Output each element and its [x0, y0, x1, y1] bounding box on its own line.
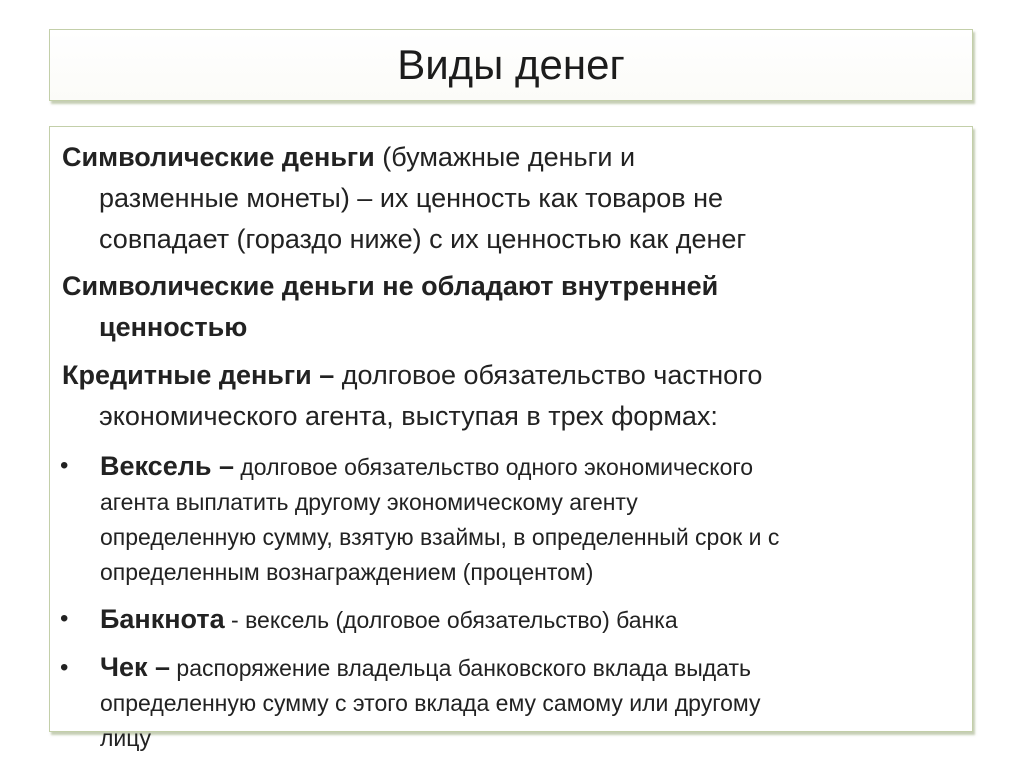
term-cheque: Чек – [100, 652, 171, 682]
p3-line2: экономического агента, выступая в трех формах: [99, 401, 718, 431]
p3-line1: долговое обязательство частного [334, 360, 763, 390]
p1-line3: совпадает (гораздо ниже) с их ценностью как денег [99, 224, 747, 254]
paragraph-credit-money [62, 355, 962, 437]
bill-line1: долговое обязательство одного экономического [233, 454, 754, 480]
title-box [49, 29, 973, 101]
paragraph-symbolic-money [62, 137, 962, 260]
bullet-cheque [100, 650, 960, 756]
term-banknote: Банкнота [100, 604, 225, 634]
p2-line1: Символические деньги не обладают внутренней [62, 271, 719, 301]
bill-line4: определенным вознаграждением (процентом) [100, 559, 594, 585]
banknote-line1: - вексель (долговое обязательство) банка [224, 607, 678, 633]
term-bill: Вексель – [100, 451, 234, 481]
bullet-banknote [100, 602, 960, 638]
paragraph-no-intrinsic-value [62, 266, 962, 348]
bill-line3: определенную сумму, взятую взаймы, в определенный срок и с [100, 524, 780, 550]
term-symbolic-money: Символические деньги [62, 142, 375, 172]
term-credit-money: Кредитные деньги – [62, 360, 335, 390]
cheque-line3: лицу [100, 725, 151, 751]
bullet-bill [100, 449, 960, 590]
cheque-line2: определенную сумму с этого вклада ему самому или другому [100, 690, 761, 716]
bullet-marker-banknote: • [60, 605, 69, 632]
bullet-marker-bill: • [60, 452, 69, 479]
bullet-marker-cheque: • [60, 654, 69, 681]
p1-line1: (бумажные деньги и [374, 142, 636, 172]
p2-line2: ценностью [99, 312, 248, 342]
slide-title: Виды денег [397, 41, 625, 88]
bill-line2: агента выплатить другому экономическому агенту [100, 489, 638, 515]
cheque-line1: распоряжение владельца банковского вклада выдать [170, 655, 751, 681]
p1-line2: разменные монеты) – их ценность как товаров не [99, 183, 724, 213]
